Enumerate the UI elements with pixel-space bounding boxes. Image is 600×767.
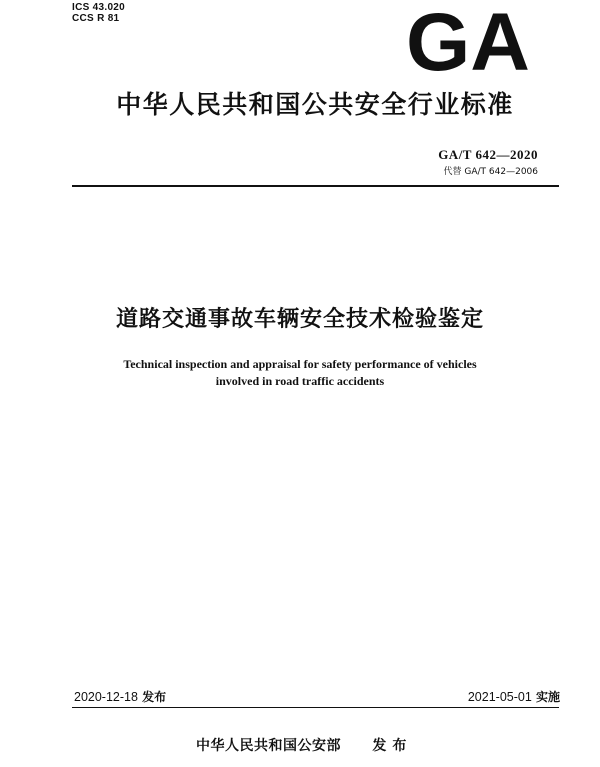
implementation-label: 实施 <box>535 690 560 704</box>
issue-label: 发布 <box>142 690 167 704</box>
classification-codes <box>72 2 125 24</box>
issuer-block <box>196 735 412 755</box>
footer-divider <box>72 707 559 708</box>
english-title-line-1: Technical inspection and appraisal for safety performance of vehicles <box>123 357 477 371</box>
issuing-authority-header: 中华人民共和国公共安全行业标准 <box>116 90 514 119</box>
standard-number: GA/T 642—2020 <box>438 147 538 162</box>
standard-number-block <box>438 147 538 177</box>
document-title-english <box>0 356 600 390</box>
header-divider <box>72 185 559 187</box>
replaces-standard: 代替 GA/T 642—2006 <box>443 167 538 177</box>
ga-logo-text: GA <box>406 6 530 74</box>
implementation-date: 2021-05-01 <box>467 690 532 704</box>
ccs-code: CCS R 81 <box>72 13 120 24</box>
ga-logo <box>404 6 532 74</box>
document-title-chinese: 道路交通事故车辆安全技术检验鉴定 <box>115 307 484 332</box>
ics-code: ICS 43.020 <box>72 2 126 13</box>
implementation-date-block <box>468 688 560 705</box>
issue-date: 2020-12-18 <box>74 690 138 704</box>
issuer-name: 中华人民共和国公安部 <box>196 738 341 754</box>
issue-date-block <box>74 688 166 705</box>
issuer-action: 发布 <box>372 738 413 754</box>
english-title-line-2: involved in road traffic accidents <box>215 374 385 388</box>
